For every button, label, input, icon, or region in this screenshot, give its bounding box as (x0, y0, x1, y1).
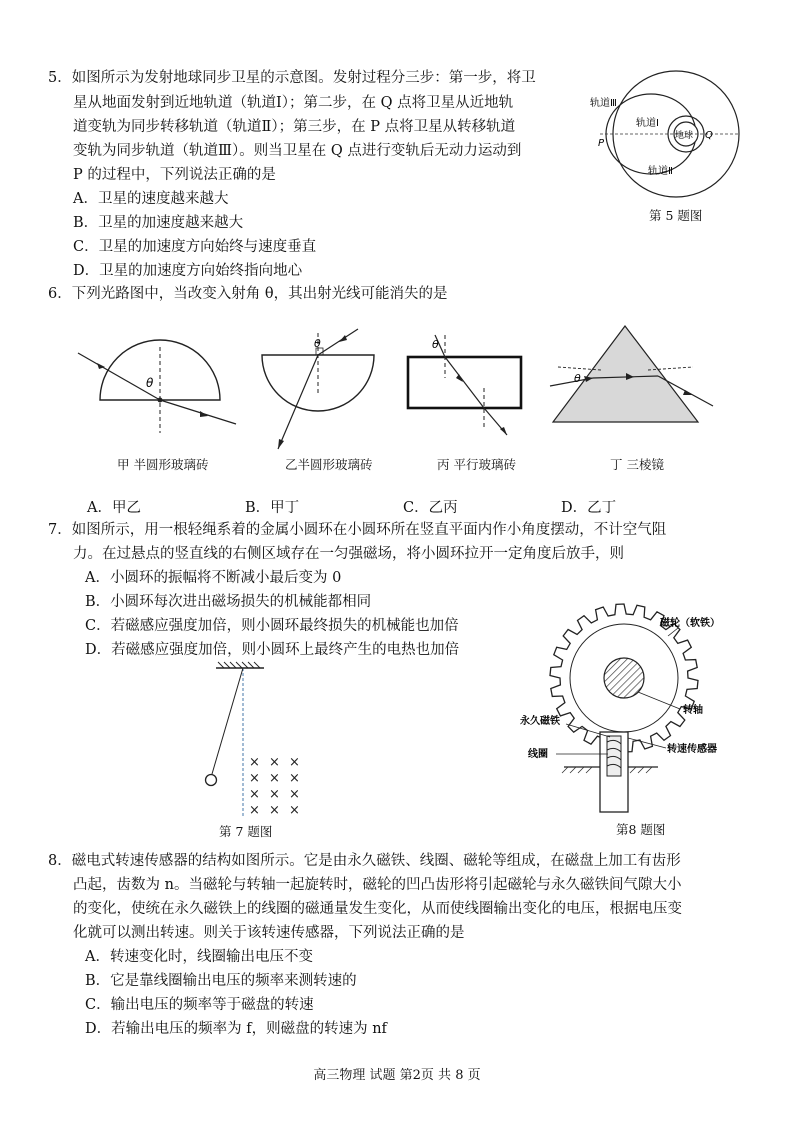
theta-label-jia: θ (146, 376, 154, 390)
q8-stem-line-4: 化就可以测出转速。则关于该转速传感器，下列说法正确的是 (73, 925, 465, 941)
svg-text:×: × (289, 755, 300, 770)
q6-caption-ding: 丁 三棱镜 (610, 457, 664, 472)
q5-stem-line-2: 星从地面发射到近地轨道（轨道Ⅰ）；第二步，在 Q 点将卫星从近地轨 (73, 95, 514, 111)
label-magnetic-wheel: 磁轮（软铁） (660, 618, 720, 629)
q6-caption-bing: 丙 平行玻璃砖 (437, 457, 516, 472)
page-footer: 高三物理 试题 第2页 共 8 页 (313, 1068, 481, 1083)
q8-option-c: C．输出电压的频率等于磁盘的转速 (85, 997, 314, 1013)
point-p-label: P (598, 138, 605, 149)
q8-option-a: A．转速变化时，线圈输出电压不变 (85, 949, 313, 965)
q7-pendulum-figure (200, 658, 310, 818)
orbit-3-label: 轨道Ⅲ (590, 98, 617, 109)
svg-text:×: × (269, 771, 280, 786)
svg-text:×: × (249, 755, 260, 770)
q6-figure-jia (70, 325, 250, 435)
svg-text:×: × (269, 787, 280, 802)
theta-label-bing: θ (432, 338, 439, 351)
q5-option-a: A．卫星的速度越来越大 (73, 191, 229, 207)
q6-option-b: B．甲丁 (245, 500, 300, 516)
q5-stem-line-3: 道变轨为同步转移轨道（轨道Ⅱ）；第三步，在 P 点将卫星从转移轨道 (73, 119, 516, 135)
label-permanent-magnet: 永久磁铁 (520, 716, 560, 727)
q7-stem-line-1: 7．如图所示，用一根轻绳系着的金属小圆环在小圆环所在竖直平面内作小角度摆动，不计空气阻 (48, 522, 667, 538)
q6-figure-yi (255, 325, 395, 455)
q6-figure-ding (548, 322, 718, 432)
q8-sensor-figure (520, 596, 750, 816)
svg-text:×: × (249, 771, 260, 786)
q8-stem-line-2: 凸起，齿数为 n。当磁轮与转轴一起旋转时，磁轮的凹凸齿形将引起磁轮与永久磁铁间气隙大小 (73, 877, 682, 893)
q7-option-c: C．若磁感应强度加倍，则小圆环最终损失的机械能也加倍 (85, 618, 459, 634)
svg-text:×: × (289, 787, 300, 802)
q5-stem-line-1: 5．如图所示为发射地球同步卫星的示意图。发射过程分三步：第一步，将卫 (48, 70, 536, 86)
q5-option-b: B．卫星的加速度越来越大 (73, 215, 244, 231)
point-q-label: Q (705, 130, 713, 141)
q6-caption-jia: 甲 半圆形玻璃砖 (117, 457, 209, 472)
earth-label: 地球 (675, 131, 694, 141)
q8-option-b: B．它是靠线圈输出电压的频率来测转速的 (85, 973, 357, 989)
q7-option-a: A．小圆环的振幅将不断减小最后变为 0 (85, 570, 342, 586)
label-shaft: 转轴 (683, 705, 703, 716)
metal-ring (206, 775, 217, 786)
svg-text:×: × (249, 803, 260, 818)
label-coil: 线圈 (528, 749, 548, 760)
q7-figure-caption: 第 7 题图 (219, 824, 273, 839)
theta-label-yi: θ (314, 337, 321, 350)
q6-stem: 6．下列光路图中，当改变入射角 θ，其出射光线可能消失的是 (48, 286, 448, 302)
svg-text:×: × (269, 755, 280, 770)
orbit-1-label: 轨道Ⅰ (636, 118, 659, 129)
pendulum-string (212, 668, 243, 774)
q8-option-d: D．若输出电压的频率为 f，则磁盘的转速为 nf (85, 1021, 387, 1037)
svg-text:×: × (289, 771, 300, 786)
svg-text:×: × (249, 787, 260, 802)
q7-option-d: D．若磁感应强度加倍，则小圆环上最终产生的电热也加倍 (85, 642, 460, 658)
q6-caption-yi: 乙半圆形玻璃砖 (285, 457, 373, 472)
svg-text:×: × (269, 803, 280, 818)
orbit-2-label: 轨道Ⅱ (648, 166, 673, 177)
q8-stem-line-3: 的变化，使统在永久磁铁上的线圈的磁通量发生变化，从而使线圈输出变化的电压，根据电压变 (73, 901, 682, 917)
q5-stem-line-4: 变轨为同步轨道（轨道Ⅲ）。则当卫星在 Q 点进行变轨后无动力运动到 (73, 143, 522, 159)
q5-orbit-figure (590, 64, 740, 204)
q6-figure-bing (405, 330, 535, 440)
q5-figure-caption: 第 5 题图 (649, 208, 703, 223)
q8-stem-line-1: 8．磁电式转速传感器的结构如图所示。它是由永久磁铁、线圈、磁轮等组成，在磁盘上加工有齿形 (48, 853, 681, 869)
q6-option-d: D．乙丁 (561, 500, 617, 516)
theta-label-ding: θ (574, 372, 581, 385)
q5-stem-line-5: P 的过程中，下列说法正确的是 (73, 167, 276, 183)
q5-option-d: D．卫星的加速度方向始终指向地心 (73, 263, 303, 279)
q8-figure-caption: 第8 题图 (616, 822, 666, 837)
q6-option-c: C．乙丙 (403, 500, 458, 516)
q7-option-b: B．小圆环每次进出磁场损失的机械能都相同 (85, 594, 372, 610)
q6-option-a: A．甲乙 (87, 500, 141, 516)
q7-stem-line-2: 力。在过悬点的竖直线的右侧区域存在一匀强磁场，将小圆环拉开一定角度后放手，则 (73, 546, 624, 562)
q5-option-c: C．卫星的加速度方向始终与速度垂直 (73, 239, 317, 255)
label-speed-sensor: 转速传感器 (667, 744, 717, 755)
svg-text:×: × (289, 803, 300, 818)
